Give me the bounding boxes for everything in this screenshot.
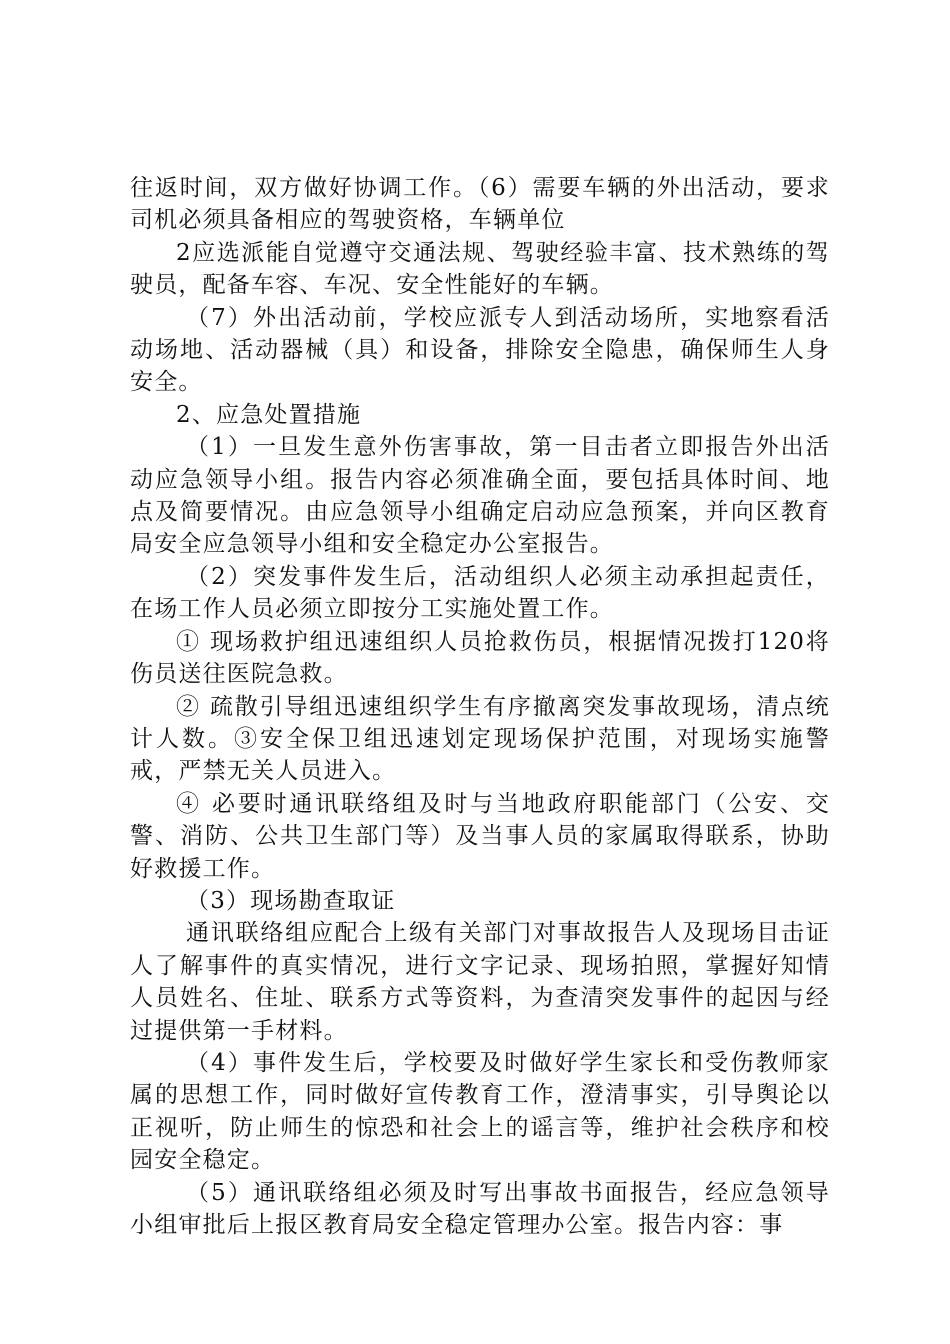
list-item: ④ 必要时通讯联络组及时与当地政府职能部门（公安、交警、消防、公共卫生部门等）及当事人员的家属取得联系，协助好救援工作。 [130,790,830,882]
list-item: ① 现场救护组迅速组织人员抢救伤员，根据情况拨打120将伤员送往医院急救。 [130,628,830,688]
paragraph: 往返时间，双方做好协调工作。（6）需要车辆的外出活动，要求司机必须具备相应的驾驶资格，车辆单位 [130,175,830,234]
sub-heading: （3）现场勘查取证 [186,887,396,914]
list-item: ② 疏散引导组迅速组织学生有序撤离突发事故现场，清点统计人数。③安全保卫组迅速划定现场保护范围，对现场实施警戒，严禁无关人员进入。 [130,693,830,785]
paragraph: （7）外出活动前，学校应派专人到活动场所，实地察看活动场地、活动器械（具）和设备，排除安全隐患，确保师生人身安全。 [130,304,830,396]
paragraph: 2应选派能自觉遵守交通法规、驾驶经验丰富、技术熟练的驾驶员，配备车容、车况、安全性能好的车辆。 [130,239,830,299]
paragraph: （2）突发事件发生后，活动组织人必须主动承担起责任，在场工作人员必须立即按分工实施处置工作。 [130,563,830,623]
section-heading: 2、应急处置措施 [176,401,362,428]
document-body [130,172,830,1241]
paragraph: （1）一旦发生意外伤害事故，第一目击者立即报告外出活动应急领导小组。报告内容必须准确全面，要包括具体时间、地点及简要情况。由应急领导小组确定启动应急预案，并向区教育局安全应急领导小组和安全稳定办公室报告。 [130,434,830,558]
paragraph: （4）事件发生后，学校要及时做好学生家长和受伤教师家属的思想工作，同时做好宣传教育工作，澄清事实，引导舆论以正视听，防止师生的惊恐和社会上的谣言等，维护社会秩序和校园安全稳定。 [130,1049,830,1174]
paragraph: 通讯联络组应配合上级有关部门对事故报告人及现场目击证人了解事件的真实情况，进行文字记录、现场拍照，掌握好知情人员姓名、住址、联系方式等资料，为查清突发事件的起因与经过提供第一手材料。 [130,920,830,1044]
paragraph: （5）通讯联络组必须及时写出事故书面报告，经应急领导小组审批后上报区教育局安全稳定管理办公室。报告内容：事 [130,1179,830,1238]
